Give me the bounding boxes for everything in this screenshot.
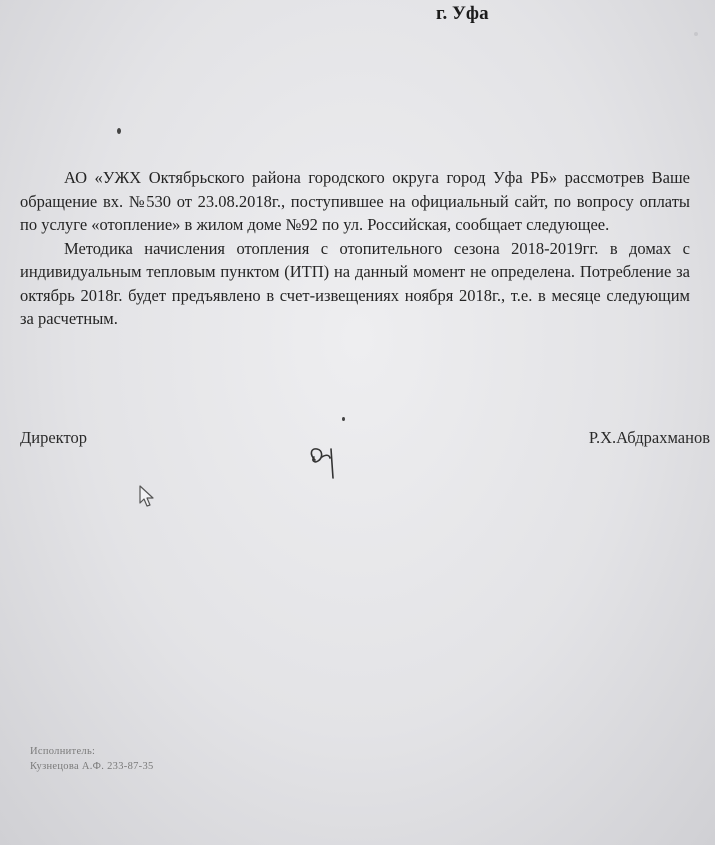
scan-speck [342,417,345,421]
handwritten-signature [305,440,350,485]
letter-paragraph: АО «УЖХ Октябрьского района городского округа город Уфа РБ» рассмотрев Ваше обращение вх. №530 от 23.08.2018г., поступившее на официальный сайт, по вопросу оплаты по услуге «отопление» в жилом доме №92 по ул. Российская, сообщает следующее. [20,168,690,234]
executor-label: Исполнитель: [30,746,96,757]
signatory-position: Директор [20,428,87,447]
scan-speck [117,128,121,134]
scan-speck [694,32,698,36]
signatory-name: Р.Х.Абдрахманов [588,428,710,447]
letter-paragraph: Методика начисления отопления с отопительного сезона 2018-2019гг. в домах с индивидуальным тепловым пунктом (ИТП) на данный момент не определена. Потребление за октябрь 2018г. будет предъявлено в счет-извещениях ноября 2018г., т.е. в месяце следующим за расчетным. [20,238,690,328]
mouse-pointer-icon [138,484,156,510]
letter-body [20,166,690,331]
executor-block [30,744,154,774]
city-heading: г. Уфа [436,3,489,24]
executor-contact: Кузнецова А.Ф. 233-87-35 [30,761,154,772]
